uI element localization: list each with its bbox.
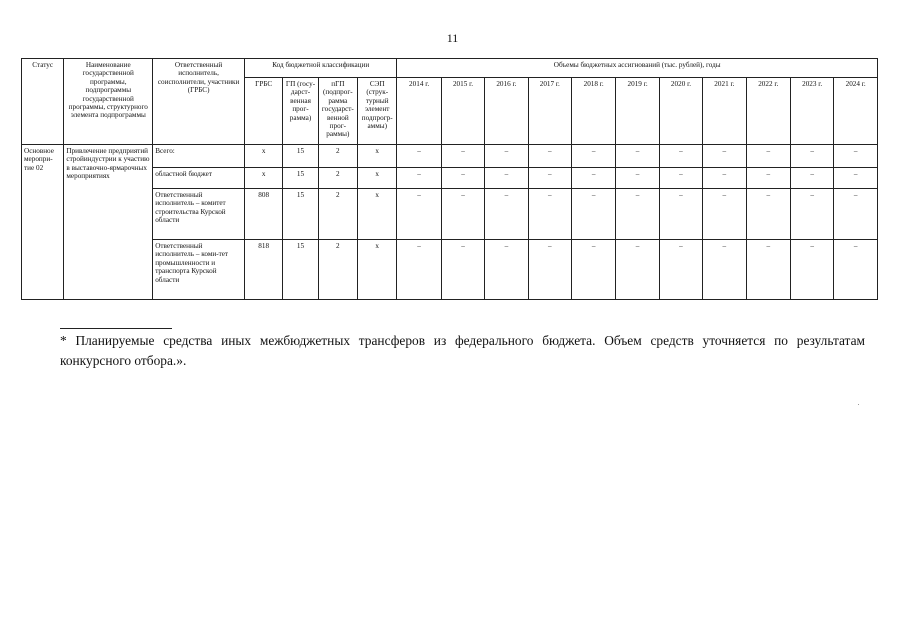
cell-grbs: х bbox=[245, 145, 283, 168]
header-year: 2020 г. bbox=[659, 78, 702, 145]
cell-value: – bbox=[834, 145, 878, 168]
cell-gp: 15 bbox=[283, 145, 318, 168]
cell-status: Основное меропри-тие 02 bbox=[22, 145, 64, 300]
cell-value: – bbox=[790, 240, 833, 300]
cell-pgp: 2 bbox=[318, 168, 357, 189]
cell-value: – bbox=[397, 240, 441, 300]
header-bcc-group: Код бюджетной классификации bbox=[245, 59, 397, 78]
cell-value: – bbox=[441, 168, 484, 189]
cell-executor: Ответственный исполнитель – комитет строительства Курской области bbox=[153, 189, 245, 240]
header-year: 2023 г. bbox=[790, 78, 833, 145]
header-year: 2017 г. bbox=[528, 78, 571, 145]
cell-grbs: х bbox=[245, 168, 283, 189]
cell-value: – bbox=[616, 240, 659, 300]
cell-value: – bbox=[790, 145, 833, 168]
cell-value: – bbox=[746, 168, 790, 189]
header-year: 2019 г. bbox=[616, 78, 659, 145]
cell-value: – bbox=[528, 189, 571, 240]
cell-value: – bbox=[659, 168, 702, 189]
cell-value: – bbox=[834, 189, 878, 240]
cell-value: – bbox=[616, 145, 659, 168]
page-number: 11 bbox=[446, 31, 459, 45]
cell-value: – bbox=[790, 168, 833, 189]
header-sep: СЭП (струк-турный элемент подпрогр-аммы) bbox=[358, 78, 397, 145]
cell-value: – bbox=[834, 240, 878, 300]
cell-value: – bbox=[616, 168, 659, 189]
cell-value: – bbox=[571, 189, 615, 240]
cell-executor: Ответственный исполнитель – коми-тет промышленности и транспорта Курской области bbox=[153, 240, 245, 300]
cell-value: – bbox=[571, 168, 615, 189]
header-executor: Ответственный исполнитель, соисполнители, участники (ГРБС) bbox=[153, 59, 245, 145]
cell-value: – bbox=[834, 168, 878, 189]
cell-value: – bbox=[616, 189, 659, 240]
cell-name: Привлечение предприятий стройиндустрии к участию в выставочно-ярмарочных мероприятиях bbox=[64, 145, 153, 300]
cell-value: – bbox=[703, 240, 746, 300]
cell-value: – bbox=[528, 240, 571, 300]
cell-value: – bbox=[441, 189, 484, 240]
cell-sep: х bbox=[358, 168, 397, 189]
header-grbs: ГРБС bbox=[245, 78, 283, 145]
cell-value: – bbox=[703, 145, 746, 168]
cell-sep: х bbox=[358, 240, 397, 300]
cell-gp: 15 bbox=[283, 168, 318, 189]
cell-value: – bbox=[703, 168, 746, 189]
cell-value: – bbox=[397, 168, 441, 189]
header-volumes-group: Объемы бюджетных ассигнований (тыс. рублей), годы bbox=[397, 59, 878, 78]
header-year: 2016 г. bbox=[485, 78, 528, 145]
cell-value: – bbox=[703, 189, 746, 240]
cell-value: – bbox=[528, 168, 571, 189]
cell-value: – bbox=[528, 145, 571, 168]
header-year: 2018 г. bbox=[571, 78, 615, 145]
cell-value: – bbox=[659, 145, 702, 168]
cell-value: – bbox=[659, 189, 702, 240]
cell-sep: х bbox=[358, 189, 397, 240]
table-row bbox=[22, 145, 878, 168]
cell-value: – bbox=[441, 240, 484, 300]
header-gp: ГП (госу-дарст-венная прог-рамма) bbox=[283, 78, 318, 145]
cell-value: – bbox=[485, 240, 528, 300]
cell-pgp: 2 bbox=[318, 189, 357, 240]
header-year: 2024 г. bbox=[834, 78, 878, 145]
footnote-separator bbox=[60, 328, 172, 329]
cell-value: – bbox=[571, 240, 615, 300]
header-pgp: пГП (подпрог-рамма государст-венной прог-раммы) bbox=[318, 78, 357, 145]
header-year: 2022 г. bbox=[746, 78, 790, 145]
header-row-1 bbox=[22, 59, 878, 78]
header-year: 2021 г. bbox=[703, 78, 746, 145]
cell-value: – bbox=[571, 145, 615, 168]
cell-sep: х bbox=[358, 145, 397, 168]
cell-value: – bbox=[485, 168, 528, 189]
cell-value: – bbox=[485, 145, 528, 168]
cell-value: – bbox=[746, 189, 790, 240]
cell-gp: 15 bbox=[283, 189, 318, 240]
cell-value: – bbox=[746, 145, 790, 168]
cell-value: – bbox=[790, 189, 833, 240]
scan-speck bbox=[858, 404, 859, 405]
cell-value: – bbox=[441, 145, 484, 168]
header-year: 2015 г. bbox=[441, 78, 484, 145]
cell-value: – bbox=[485, 189, 528, 240]
cell-value: – bbox=[397, 189, 441, 240]
cell-grbs: 818 bbox=[245, 240, 283, 300]
cell-grbs: 808 bbox=[245, 189, 283, 240]
cell-executor: Всего: bbox=[153, 145, 245, 168]
cell-pgp: 2 bbox=[318, 240, 357, 300]
cell-value: – bbox=[659, 240, 702, 300]
cell-executor: областной бюджет bbox=[153, 168, 245, 189]
budget-table bbox=[21, 58, 878, 300]
cell-value: – bbox=[746, 240, 790, 300]
cell-pgp: 2 bbox=[318, 145, 357, 168]
cell-value: – bbox=[397, 145, 441, 168]
cell-gp: 15 bbox=[283, 240, 318, 300]
header-year: 2014 г. bbox=[397, 78, 441, 145]
header-name: Наименование государственной программы, подпрограммы государственной программы, структурного элемента подпрограммы bbox=[64, 59, 153, 145]
footnote: * Планируемые средства иных межбюджетных трансферов из федерального бюджета. Объем средств уточняется по результатам конкурсного отбора.». bbox=[60, 333, 865, 368]
header-status: Статус bbox=[22, 59, 64, 145]
